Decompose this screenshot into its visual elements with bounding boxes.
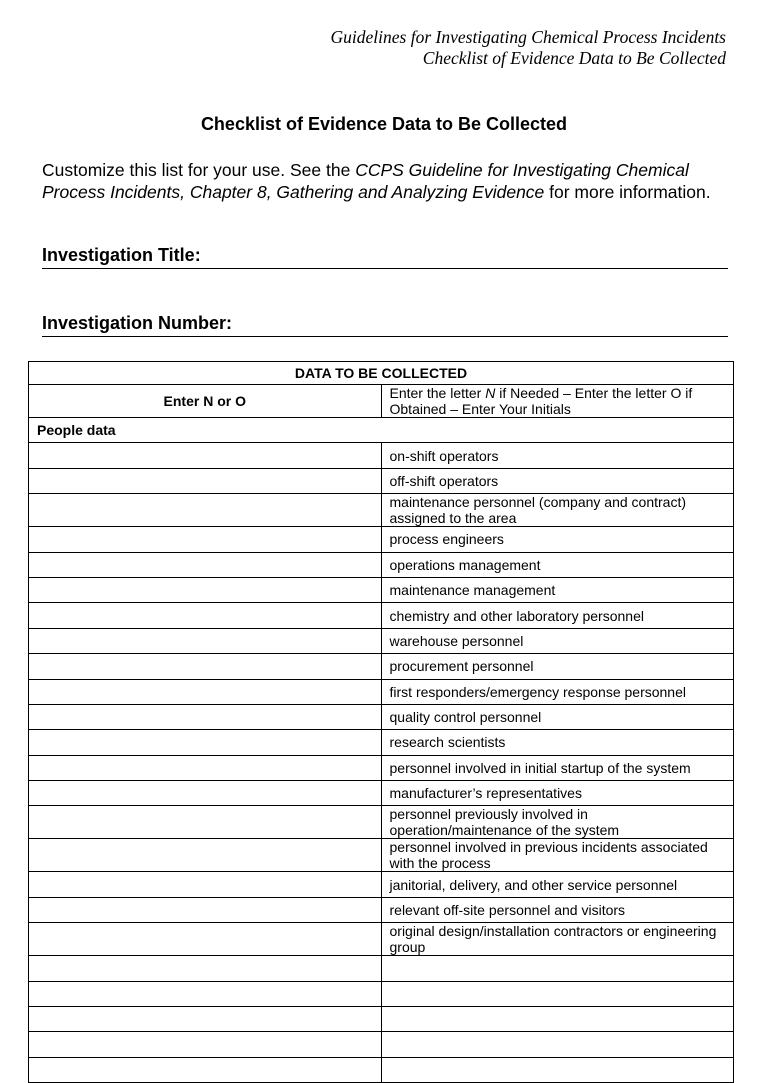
entry-cell[interactable] (29, 1007, 382, 1032)
table-row (29, 981, 734, 1006)
item-label: process engineers (381, 527, 734, 552)
item-label: warehouse personnel (381, 628, 734, 653)
col1-header: Enter N or O (29, 385, 382, 418)
running-header-line1: Guidelines for Investigating Chemical Process Incidents (330, 27, 726, 47)
table-row (29, 577, 734, 602)
table-row (29, 704, 734, 729)
item-label: maintenance management (381, 577, 734, 602)
table-caption: DATA TO BE COLLECTED (29, 362, 734, 385)
entry-cell[interactable] (29, 527, 382, 552)
intro-paragraph (42, 159, 742, 203)
running-header (331, 27, 726, 69)
entry-cell[interactable] (29, 468, 382, 493)
item-label: quality control personnel (381, 704, 734, 729)
col2-header-letter: N (485, 385, 496, 401)
section-row (29, 418, 734, 443)
table-row (29, 730, 734, 755)
table-caption-row (29, 362, 734, 385)
entry-cell[interactable] (29, 443, 382, 468)
item-label: maintenance personnel (company and contract) assigned to the area (381, 494, 734, 527)
table-header-row (29, 385, 734, 418)
table-row (29, 552, 734, 577)
item-label (381, 1032, 734, 1057)
table-row (29, 468, 734, 493)
entry-cell[interactable] (29, 923, 382, 956)
investigation-title-field[interactable] (42, 245, 728, 269)
table-row (29, 443, 734, 468)
item-label (381, 956, 734, 981)
col2-header-prefix: Enter the letter (389, 385, 486, 401)
investigation-number-label: Investigation Number: (42, 313, 233, 333)
entry-cell[interactable] (29, 897, 382, 922)
item-label (381, 1007, 734, 1032)
item-label: original design/installation contractors or engineering group (381, 923, 734, 956)
intro-lead: Customize this list for your use. See the (42, 160, 356, 180)
running-header-line2: Checklist of Evidence Data to Be Collected (422, 48, 726, 68)
investigation-title-label: Investigation Title: (42, 245, 201, 265)
item-label: procurement personnel (381, 654, 734, 679)
item-label: janitorial, delivery, and other service personnel (381, 872, 734, 897)
entry-cell[interactable] (29, 806, 382, 839)
table-row (29, 603, 734, 628)
item-label: research scientists (381, 730, 734, 755)
entry-cell[interactable] (29, 981, 382, 1006)
entry-cell[interactable] (29, 781, 382, 806)
table-row (29, 527, 734, 552)
table-row (29, 872, 734, 897)
investigation-number-field[interactable] (42, 313, 728, 337)
table-row (29, 897, 734, 922)
evidence-checklist-table (28, 361, 734, 1083)
table-row (29, 956, 734, 981)
table-row (29, 1032, 734, 1057)
item-label: chemistry and other laboratory personnel (381, 603, 734, 628)
section-label: People data (29, 418, 734, 443)
entry-cell[interactable] (29, 494, 382, 527)
table-row (29, 923, 734, 956)
table-row (29, 1057, 734, 1082)
item-label: off-shift operators (381, 468, 734, 493)
table-row (29, 839, 734, 872)
item-label: personnel involved in previous incidents associated with the process (381, 839, 734, 872)
table-row (29, 806, 734, 839)
item-label (381, 1057, 734, 1082)
table-row (29, 781, 734, 806)
item-label: manufacturer’s representatives (381, 781, 734, 806)
entry-cell[interactable] (29, 956, 382, 981)
entry-cell[interactable] (29, 730, 382, 755)
col2-header (381, 385, 734, 418)
item-label: personnel previously involved in operation/maintenance of the system (381, 806, 734, 839)
table-row (29, 494, 734, 527)
intro-tail: for more information. (544, 182, 711, 202)
entry-cell[interactable] (29, 603, 382, 628)
table-row (29, 654, 734, 679)
entry-cell[interactable] (29, 1032, 382, 1057)
intro-reference: CCPS Guideline for Investigating Chemical Process Incidents, Chapter 8, Gathering and Analyzing Evidence (42, 160, 689, 202)
entry-cell[interactable] (29, 679, 382, 704)
entry-cell[interactable] (29, 872, 382, 897)
entry-cell[interactable] (29, 577, 382, 602)
table-row (29, 679, 734, 704)
item-label: relevant off-site personnel and visitors (381, 897, 734, 922)
entry-cell[interactable] (29, 654, 382, 679)
document-title: Checklist of Evidence Data to Be Collected (200, 114, 568, 134)
item-label: personnel involved in initial startup of the system (381, 755, 734, 780)
entry-cell[interactable] (29, 755, 382, 780)
entry-cell[interactable] (29, 839, 382, 872)
entry-cell[interactable] (29, 1057, 382, 1082)
item-label (381, 981, 734, 1006)
item-label: on-shift operators (381, 443, 734, 468)
entry-cell[interactable] (29, 628, 382, 653)
item-label: operations management (381, 552, 734, 577)
item-label: first responders/emergency response personnel (381, 679, 734, 704)
entry-cell[interactable] (29, 552, 382, 577)
table-row (29, 628, 734, 653)
entry-cell[interactable] (29, 704, 382, 729)
table-row (29, 1007, 734, 1032)
table-row (29, 755, 734, 780)
col2-header-suffix: if Needed – Enter the letter O if Obtained – Enter Your Initials (389, 385, 693, 417)
